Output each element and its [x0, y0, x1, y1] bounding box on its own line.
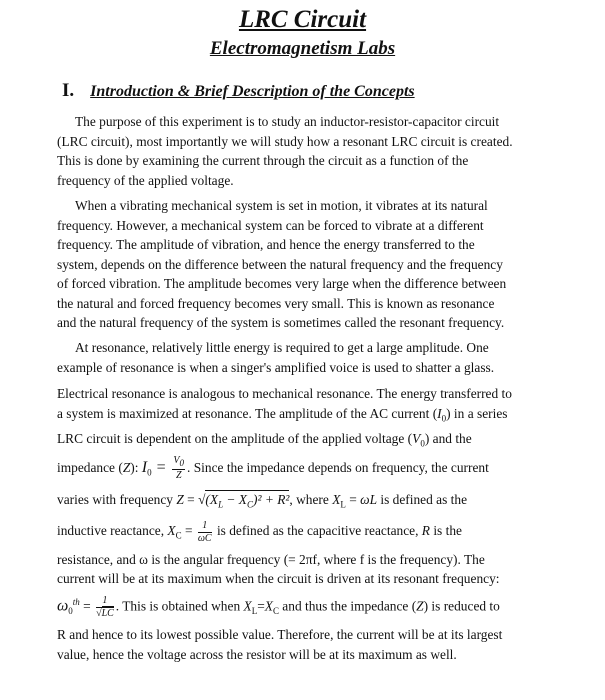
subscript: C: [175, 530, 182, 541]
subscript: C: [272, 606, 279, 616]
superscript: th: [72, 596, 80, 607]
subscript: 0: [147, 467, 152, 478]
voltage-symbol: V: [412, 430, 421, 446]
text-line: (LRC circuit), most importantly we will study how a resonant LRC circuit is created.: [57, 133, 513, 149]
section-number: I.: [62, 80, 75, 101]
text-line: current will be at its maximum when the circuit is driven at its resonant frequency:: [57, 571, 500, 587]
fraction-numerator: 1: [198, 521, 212, 533]
equals-sign: =: [181, 523, 196, 539]
fraction-text: V: [173, 455, 180, 467]
sqrt-symbol: √: [198, 491, 206, 507]
text-line: Electrical resonance is analogous to mechanical resonance. The energy transferred to: [57, 386, 512, 401]
text-line: [57, 517, 557, 550]
text-fragment: . Since the impedance depends on frequency, the current: [187, 459, 489, 475]
reactance-symbol: X: [167, 523, 176, 539]
subscript: 0: [420, 438, 425, 449]
text-line: of forced vibration. The amplitude becomes very large when the difference between: [57, 276, 507, 291]
equals-sign: =: [345, 491, 361, 507]
text-fragment: LRC circuit is dependent on the amplitude of the applied voltage (: [57, 430, 413, 446]
reactance-symbol: X: [243, 598, 252, 614]
equals-sign: =: [257, 598, 265, 614]
text-line: At resonance, relatively little energy is required to get a large amplitude. One: [75, 340, 489, 355]
text-fragment: varies with frequency: [57, 491, 177, 507]
text-line: [57, 404, 557, 429]
text-line: This is done by examining the current through the circuit as a function of the: [57, 153, 469, 168]
text-line: frequency of the applied voltage.: [57, 172, 234, 188]
impedance-symbol: Z: [416, 598, 424, 614]
sqrt-symbol: √: [96, 607, 102, 619]
subscript: L: [251, 606, 258, 616]
text-line: [57, 589, 557, 625]
ohms-law-fraction: [172, 456, 185, 481]
subscript: 0: [179, 458, 185, 469]
text-line: R and hence to its lowest possible value. Therefore, the current will be at its largest: [57, 627, 503, 642]
math-fragment: (X: [205, 491, 219, 507]
subscript: 0: [441, 413, 447, 424]
math-fragment: )² + R²: [253, 491, 290, 507]
fraction-denominator: Z: [175, 470, 182, 482]
fraction-denominator: [96, 608, 114, 619]
equals-sign: =: [79, 598, 95, 614]
text-fragment: inductive reactance,: [57, 523, 168, 539]
text-line: and the natural frequency of the system is sometimes called the resonant frequency.: [57, 315, 505, 330]
section-title: Introduction & Brief Description of the Concepts: [90, 83, 415, 100]
text-fragment: ) in a series: [446, 405, 508, 421]
impedance-radicand: [205, 490, 290, 510]
subscript: L: [340, 499, 346, 510]
impedance-symbol: Z: [122, 459, 131, 475]
text-line: resistance, and ω is the angular frequency (= 2πf, where f is the frequency). The: [57, 551, 485, 567]
text-line: [57, 487, 557, 518]
paragraph-resonance-example: [57, 338, 557, 377]
text-line: When a vibrating mechanical system is set in motion, it vibrates at its natural: [75, 198, 488, 213]
text-line: [57, 454, 557, 487]
subscript: 0: [68, 606, 73, 616]
text-fragment: a system is maximized at resonance. The amplitude of the AC current (: [57, 405, 438, 421]
fraction-denominator: ωC: [197, 532, 212, 544]
subscript: C: [247, 499, 254, 510]
section-heading: [62, 80, 415, 103]
fraction-numerator: [172, 456, 185, 470]
text-fragment: ) and the: [424, 430, 472, 446]
document-title: LRC Circuit: [238, 6, 367, 33]
resistance-symbol: R: [421, 523, 430, 539]
paragraph-purpose: [57, 112, 557, 190]
text-fragment: . This is obtained when: [115, 598, 244, 614]
math-fragment: − X: [223, 491, 247, 507]
document-subtitle: Electromagnetism Labs: [209, 38, 396, 59]
equals-sign: =: [183, 491, 199, 507]
math-fragment: LC: [101, 607, 114, 619]
text-line: system, depends on the difference between the natural frequency and the frequency: [57, 256, 503, 272]
text-fragment: and thus the impedance (: [278, 598, 417, 614]
text-fragment: is the: [429, 523, 462, 539]
text-line: frequency. However, a mechanical system can be forced to vibrate at a different: [57, 217, 484, 233]
text-line: frequency. The amplitude of vibration, and hence the energy transferred to the: [57, 237, 475, 252]
reactance-symbol: X: [332, 491, 341, 507]
text-fragment: ):: [130, 459, 142, 475]
text-fragment: , where: [289, 491, 333, 507]
reactance-symbol: X: [264, 598, 273, 614]
text-line: The purpose of this experiment is to study an inductor-resistor-capacitor circuit: [75, 114, 500, 129]
text-fragment: is defined as the capacitive reactance,: [213, 523, 422, 539]
text-line: the natural and forced frequency becomes very small. This is known as resonance: [57, 295, 495, 311]
text-fragment: is defined as the: [377, 491, 468, 507]
omega-symbol: ω: [57, 597, 69, 615]
text-fragment: ) is reduced to: [423, 598, 500, 614]
subscript: L: [218, 499, 224, 510]
equals-sign: =: [151, 458, 171, 476]
capacitive-fraction: [198, 521, 212, 544]
text-line: [57, 429, 557, 454]
impedance-symbol: Z: [176, 491, 184, 507]
text-fragment: impedance (: [57, 459, 123, 475]
text-line: example of resonance is when a singer's amplified voice is used to shatter a glass.: [57, 359, 495, 375]
eq-current-lhs: I: [141, 458, 148, 476]
resonance-fraction: [96, 596, 114, 619]
math-fragment: ωL: [360, 491, 378, 507]
paragraph-mechanical: [57, 196, 557, 333]
current-symbol: I: [437, 405, 442, 421]
text-line: value, hence the voltage across the resistor will be at its maximum as well.: [57, 646, 457, 662]
fraction-numerator: 1: [96, 596, 114, 608]
paragraph-electrical: [57, 384, 557, 664]
